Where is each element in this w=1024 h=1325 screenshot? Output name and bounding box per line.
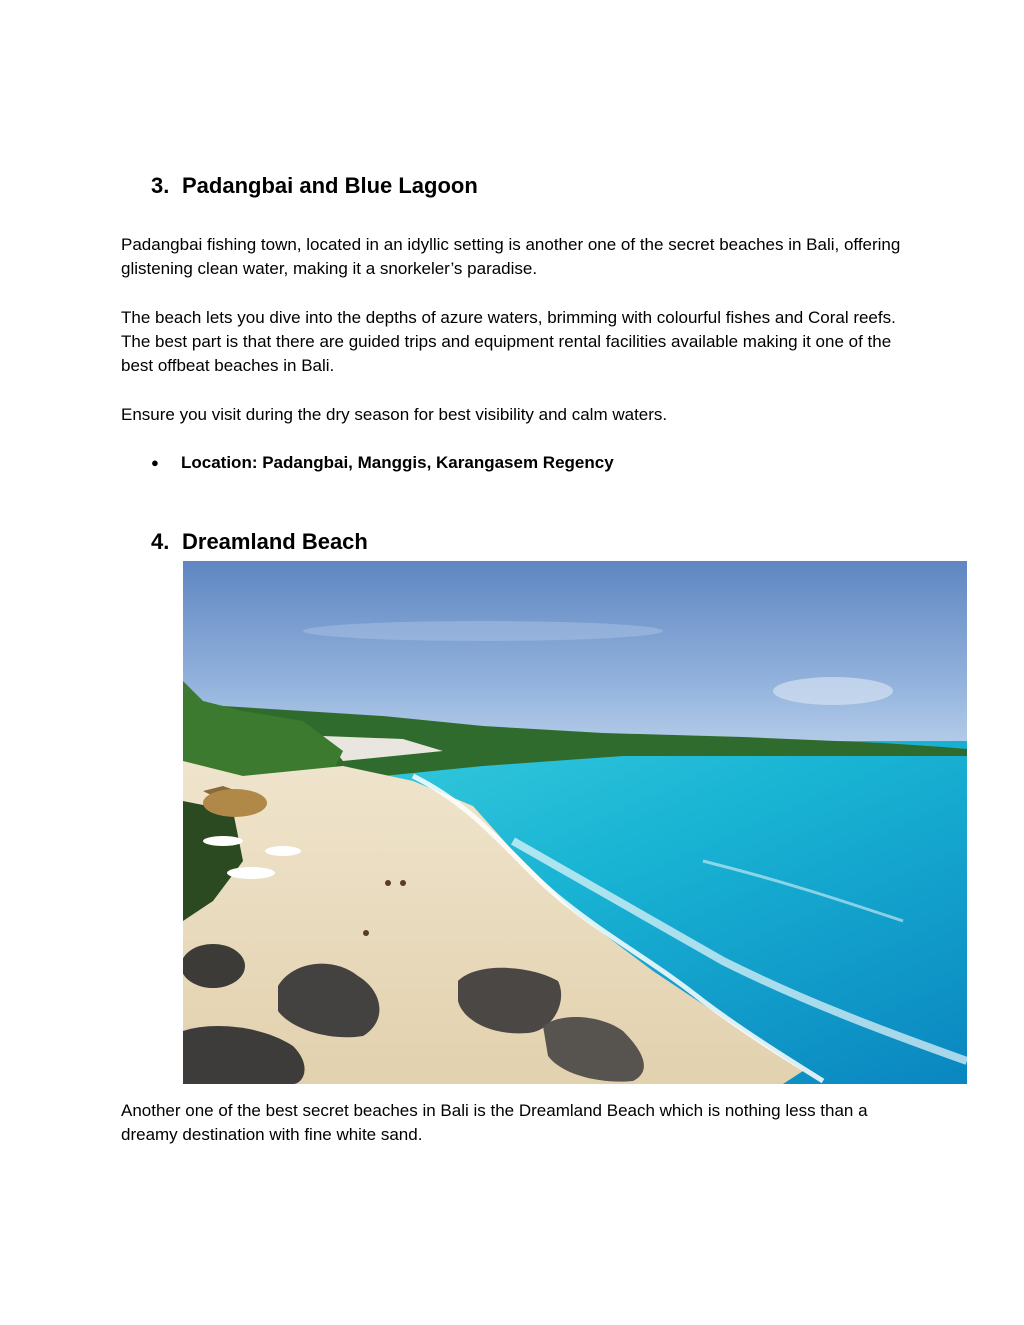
- location-text: Location: Padangbai, Manggis, Karangasem Regency: [181, 453, 614, 472]
- beach-photo: [183, 561, 967, 1084]
- location-bullet: [151, 451, 614, 475]
- section-3-paragraph-1: Padangbai fishing town, located in an idyllic setting is another one of the secret beaches in Bali, offering glistening clean water, making it a snorkeler’s paradise.: [121, 235, 901, 278]
- section-3-paragraph-2: The beach lets you dive into the depths of azure waters, brimming with colourful fishes and Coral reefs. The best part is that there are guided trips and equipment rental facilities available making it one of the best offbeat beaches in Bali.: [121, 308, 896, 375]
- section-4-paragraph: Another one of the best secret beaches in Bali is the Dreamland Beach which is nothing less than a dreamy destination with fine white sand.: [121, 1101, 868, 1144]
- section-4-number: 4.: [151, 529, 170, 554]
- section-4-title: Dreamland Beach: [182, 529, 368, 554]
- section-4-heading: [151, 528, 368, 556]
- section-3-paragraph-3: Ensure you visit during the dry season for best visibility and calm waters.: [121, 405, 668, 424]
- section-3-title: Padangbai and Blue Lagoon: [182, 173, 478, 198]
- section-3-number: 3.: [151, 173, 170, 198]
- bullet-icon: ●: [151, 455, 159, 470]
- section-3-heading: [151, 172, 478, 200]
